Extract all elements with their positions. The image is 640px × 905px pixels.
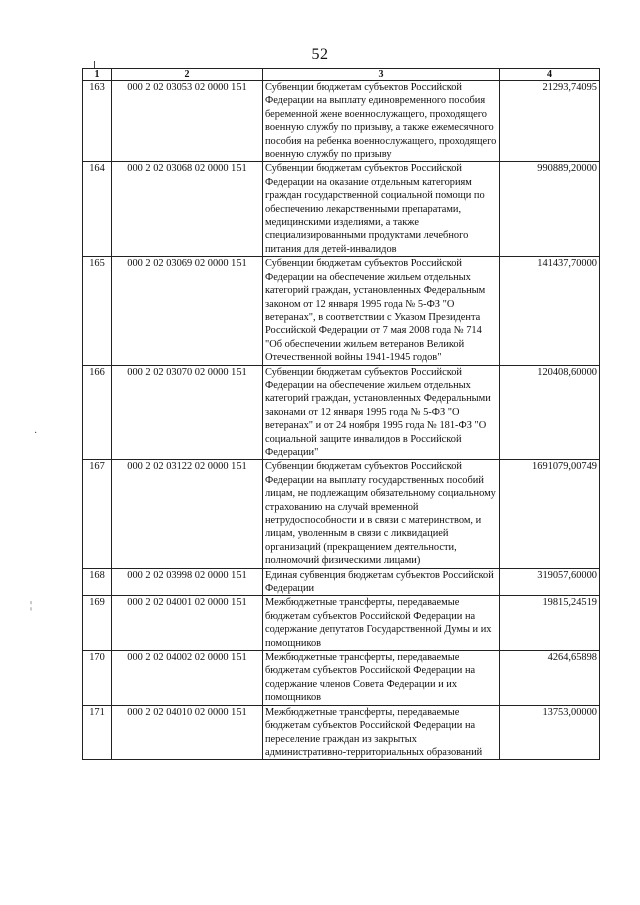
- budget-code: 000 2 02 04001 02 0000 151: [112, 596, 263, 651]
- column-header-code: 2: [112, 69, 263, 81]
- budget-code: 000 2 02 03122 02 0000 151: [112, 460, 263, 568]
- budget-code: 000 2 02 04002 02 0000 151: [112, 651, 263, 706]
- table-row: [83, 162, 600, 257]
- row-amount: 13753,00000: [500, 705, 600, 760]
- margin-bar-mark: ¦: [30, 600, 33, 611]
- budget-code: 000 2 02 03070 02 0000 151: [112, 365, 263, 460]
- row-number: 166: [83, 365, 112, 460]
- row-number: 168: [83, 568, 112, 596]
- column-header-amount: 4: [500, 69, 600, 81]
- row-amount: 141437,70000: [500, 257, 600, 365]
- budget-code: 000 2 02 03998 02 0000 151: [112, 568, 263, 596]
- row-amount: 19815,24519: [500, 596, 600, 651]
- row-amount: 319057,60000: [500, 568, 600, 596]
- table-row: [83, 568, 600, 596]
- table-row: [83, 257, 600, 365]
- budget-table: [82, 68, 600, 760]
- row-number: 169: [83, 596, 112, 651]
- row-amount: 4264,65898: [500, 651, 600, 706]
- row-description: Субвенции бюджетам субъектов Российской Федерации на выплату единовременного пособия беременной жене военнослужащего, проходящего военную службу по призыву, а также ежемесячного пособия на ребенка военнослужащего, проходящего военную службу по призыву: [263, 81, 500, 162]
- header-tick-mark: [94, 61, 95, 68]
- margin-dot-mark: ·: [34, 428, 38, 439]
- row-description: Межбюджетные трансферты, передаваемые бюджетам субъектов Российской Федерации на переселение граждан из закрытых административно-территориальных образований: [263, 705, 500, 760]
- table-row: [83, 596, 600, 651]
- budget-code: 000 2 02 03068 02 0000 151: [112, 162, 263, 257]
- row-number: 170: [83, 651, 112, 706]
- table-row: [83, 651, 600, 706]
- row-description: Субвенции бюджетам субъектов Российской Федерации на обеспечение жильем отдельных категорий граждан, установленных Федеральным законом от 12 января 1995 года № 5-ФЗ "О ветеранах", в соответствии с Указом Президента Российской Федерации от 7 мая 2008 года № 714 "Об обеспечении жильем ветеранов Великой Отечественной войны 1941-1945 годов": [263, 257, 500, 365]
- budget-code: 000 2 02 03069 02 0000 151: [112, 257, 263, 365]
- row-number: 164: [83, 162, 112, 257]
- budget-code: 000 2 02 04010 02 0000 151: [112, 705, 263, 760]
- row-number: 165: [83, 257, 112, 365]
- row-amount: 990889,20000: [500, 162, 600, 257]
- table-row: [83, 705, 600, 760]
- table-header-row: [83, 69, 600, 81]
- column-header-description: 3: [263, 69, 500, 81]
- row-description: Субвенции бюджетам субъектов Российской Федерации на выплату государственных пособий лицам, не подлежащим обязательному социальному страхованию на случай временной нетрудоспособности и в связи с материнством, и лицам, уволенным в связи с ликвидацией организаций (прекращением деятельности, полномочий физическими лицами): [263, 460, 500, 568]
- row-description: Единая субвенция бюджетам субъектов Российской Федерации: [263, 568, 500, 596]
- row-description: Межбюджетные трансферты, передаваемые бюджетам субъектов Российской Федерации на содержание депутатов Государственной Думы и их помощников: [263, 596, 500, 651]
- budget-code: 000 2 02 03053 02 0000 151: [112, 81, 263, 162]
- row-number: 171: [83, 705, 112, 760]
- table-row: [83, 81, 600, 162]
- row-number: 163: [83, 81, 112, 162]
- row-description: Субвенции бюджетам субъектов Российской Федерации на обеспечение жильем отдельных категорий граждан, установленных Федеральными законами от 12 января 1995 года № 5-ФЗ "О ветеранах" и от 24 ноября 1995 года № 181-ФЗ "О социальной защите инвалидов в Российской Федерации": [263, 365, 500, 460]
- table-row: [83, 460, 600, 568]
- row-description: Межбюджетные трансферты, передаваемые бюджетам субъектов Российской Федерации на содержание членов Совета Федерации и их помощников: [263, 651, 500, 706]
- row-number: 167: [83, 460, 112, 568]
- column-header-number: 1: [83, 69, 112, 81]
- page-number: 52: [311, 46, 329, 63]
- row-amount: 21293,74095: [500, 81, 600, 162]
- row-description: Субвенции бюджетам субъектов Российской Федерации на оказание отдельным категориям граждан государственной социальной помощи по обеспечению лекарственными препаратами, медицинскими изделиями, а также специализированными продуктами лечебного питания для детей-инвалидов: [263, 162, 500, 257]
- row-amount: 1691079,00749: [500, 460, 600, 568]
- table-row: [83, 365, 600, 460]
- row-amount: 120408,60000: [500, 365, 600, 460]
